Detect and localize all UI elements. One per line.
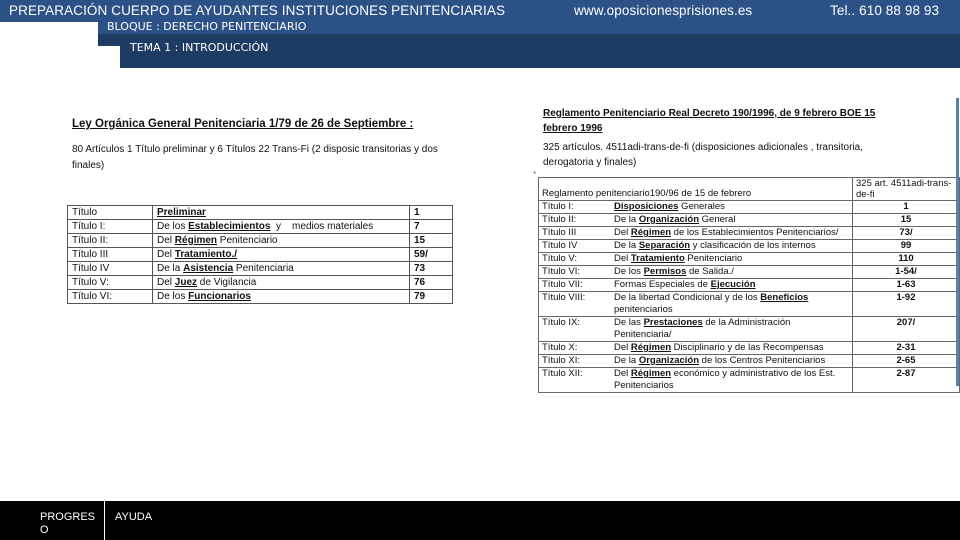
ayuda-button[interactable] bbox=[105, 501, 175, 540]
logp-title: Ley Orgánica General Penitenciaria 1/79 de 26 de Septiembre : bbox=[72, 118, 414, 130]
band-corner bbox=[98, 34, 120, 46]
subject-rest: y medios materiales bbox=[270, 221, 374, 232]
titulo-cell: Título VI: bbox=[68, 290, 153, 304]
article-cell: 79 bbox=[410, 290, 453, 304]
course-title: PREPARACIÓN CUERPO DE AYUDANTES INSTITUCIONES PENITENCIARIAS bbox=[9, 3, 506, 18]
article-cell: 59/ bbox=[410, 248, 453, 262]
table-row bbox=[68, 248, 453, 262]
titulo-cell: Título X: bbox=[542, 342, 578, 353]
progreso-button[interactable] bbox=[34, 501, 105, 540]
subject-keyword: Establecimientos bbox=[188, 221, 271, 232]
article-cell: 73/ bbox=[853, 227, 960, 240]
article-cell: 99 bbox=[853, 240, 960, 253]
titulo-cell: Título XII: bbox=[542, 368, 583, 379]
footer-bar bbox=[0, 501, 960, 540]
table-row bbox=[68, 262, 453, 276]
subject-keyword: Régimen bbox=[630, 368, 672, 379]
subject-cell bbox=[539, 368, 853, 393]
subject-line bbox=[542, 355, 849, 367]
subject-prefix: Del bbox=[157, 235, 175, 246]
header-notch bbox=[0, 22, 98, 68]
corner-mark: * bbox=[533, 170, 537, 179]
tema-label: TEMA 1 : INTRODUCCIÓN bbox=[130, 41, 269, 54]
subject-cell bbox=[539, 292, 853, 317]
subject-line bbox=[542, 292, 849, 316]
subject-keyword: Régimen bbox=[630, 342, 672, 353]
table-row bbox=[68, 290, 453, 304]
table-row bbox=[539, 214, 960, 227]
titulo-cell: Título III bbox=[542, 227, 577, 238]
subject-cell bbox=[539, 227, 853, 240]
article-cell: 2-31 bbox=[853, 342, 960, 355]
table-row bbox=[539, 240, 960, 253]
subject-cell bbox=[539, 240, 853, 253]
subject-line bbox=[542, 253, 849, 265]
subject-text bbox=[614, 342, 824, 354]
table-row bbox=[68, 234, 453, 248]
subject-rest: de los Establecimientos Penitenciarios/ bbox=[671, 227, 839, 238]
subject-prefix: De la bbox=[157, 263, 184, 274]
subject-prefix: De las bbox=[614, 317, 644, 328]
reglamento-description: 325 artículos. 4511adi-trans-de-fi (disposiciones adicionales , transitoria, derogatoria y finales) bbox=[543, 142, 863, 168]
ayuda-label: AYUDA bbox=[115, 511, 153, 523]
subject-rest: Generales bbox=[678, 201, 725, 212]
titulo-cell: Título I: bbox=[542, 201, 574, 212]
reglamento-document-image bbox=[530, 100, 960, 390]
subject-rest: de la Administración Penitenciaria/ bbox=[614, 317, 791, 340]
subject-keyword: Asistencia bbox=[183, 263, 234, 274]
subject-cell bbox=[153, 290, 410, 304]
subject-cell bbox=[153, 248, 410, 262]
logp-table bbox=[67, 205, 453, 304]
subject-prefix: Del bbox=[614, 253, 631, 264]
subject-prefix: De la bbox=[614, 214, 639, 225]
subject-text bbox=[614, 279, 756, 291]
article-cell: 15 bbox=[410, 234, 453, 248]
subject-line bbox=[542, 317, 849, 341]
subject-keyword: Tratamiento./ bbox=[174, 249, 238, 260]
progreso-label: PROGRESO bbox=[40, 511, 96, 536]
subject-cell bbox=[539, 214, 853, 227]
titulo-cell: Título VIII: bbox=[542, 292, 586, 303]
table-row bbox=[539, 342, 960, 355]
subject-text bbox=[614, 355, 825, 367]
reglamento-header-left: Reglamento penitenciario190/96 de 15 de febrero bbox=[539, 178, 853, 201]
subject-text bbox=[614, 292, 849, 316]
subject-rest: económico y administrativo de los Est. Penitenciarios bbox=[614, 368, 836, 391]
titulo-cell: Título V: bbox=[542, 253, 578, 264]
table-row bbox=[539, 355, 960, 368]
reglamento-table-header bbox=[539, 178, 960, 201]
subject-keyword: Disposiciones bbox=[614, 201, 679, 212]
subject-cell bbox=[539, 317, 853, 342]
subject-prefix: De los bbox=[614, 266, 644, 277]
bloque-label: BLOQUE : DERECHO PENITENCIARIO bbox=[107, 20, 307, 33]
article-cell: 15 bbox=[853, 214, 960, 227]
subject-prefix: De la bbox=[614, 240, 639, 251]
table-row bbox=[68, 220, 453, 234]
table-row bbox=[539, 266, 960, 279]
subject-prefix: Del bbox=[614, 227, 631, 238]
article-cell: 76 bbox=[410, 276, 453, 290]
titulo-cell: Título IV bbox=[68, 262, 153, 276]
titulo-cell: Título bbox=[68, 206, 153, 220]
titulo-cell: Título IX: bbox=[542, 317, 581, 328]
table-row bbox=[539, 253, 960, 266]
subject-prefix: Del bbox=[157, 277, 175, 288]
article-cell: 1-63 bbox=[853, 279, 960, 292]
logp-document-image bbox=[64, 112, 464, 312]
table-row bbox=[68, 206, 453, 220]
titulo-cell: Título I: bbox=[68, 220, 153, 234]
subject-cell bbox=[153, 206, 410, 220]
subject-prefix: De los bbox=[157, 221, 189, 232]
subject-prefix: Del bbox=[614, 368, 631, 379]
subject-line bbox=[542, 240, 849, 252]
subject-rest: penitenciarios bbox=[614, 304, 673, 315]
table-row bbox=[539, 368, 960, 393]
table-row bbox=[539, 279, 960, 292]
subject-keyword: Tratamiento bbox=[630, 253, 685, 264]
subject-keyword: Prestaciones bbox=[643, 317, 703, 328]
subject-rest: Penitenciaria bbox=[233, 263, 294, 274]
article-cell: 2-65 bbox=[853, 355, 960, 368]
subject-line bbox=[542, 266, 849, 278]
subject-text bbox=[614, 201, 725, 213]
article-cell: 2-87 bbox=[853, 368, 960, 393]
subject-line bbox=[542, 201, 849, 213]
reglamento-title: Reglamento Penitenciario Real Decreto 190/1996, de 9 febrero BOE 15 febrero 1996 bbox=[543, 108, 876, 134]
phone-number: Tel.. 610 88 98 93 bbox=[830, 3, 940, 18]
article-cell: 207/ bbox=[853, 317, 960, 342]
subject-prefix: Formas Especiales de bbox=[614, 279, 711, 290]
article-cell: 73 bbox=[410, 262, 453, 276]
subject-text bbox=[614, 368, 849, 392]
titulo-cell: Título XI: bbox=[542, 355, 581, 366]
subject-keyword: Régimen bbox=[630, 227, 672, 238]
subject-keyword: Organización bbox=[638, 214, 700, 225]
subject-text bbox=[614, 266, 734, 278]
subject-rest: General bbox=[699, 214, 736, 225]
subject-cell bbox=[539, 253, 853, 266]
titulo-cell: Título VII: bbox=[542, 279, 583, 290]
subject-cell bbox=[539, 279, 853, 292]
table-row bbox=[539, 317, 960, 342]
table-row bbox=[68, 276, 453, 290]
subject-line bbox=[542, 368, 849, 392]
subject-keyword: Juez bbox=[174, 277, 198, 288]
subject-prefix: Del bbox=[614, 342, 631, 353]
subject-keyword: Separación bbox=[638, 240, 691, 251]
subject-line bbox=[542, 227, 849, 239]
subject-line bbox=[542, 214, 849, 226]
subject-cell bbox=[539, 342, 853, 355]
subject-keyword: Preliminar bbox=[157, 207, 206, 218]
article-cell: 1-92 bbox=[853, 292, 960, 317]
subject-keyword: Organización bbox=[638, 355, 700, 366]
titulo-cell: Título III bbox=[68, 248, 153, 262]
subject-text bbox=[614, 214, 735, 226]
subject-cell bbox=[539, 355, 853, 368]
titulo-cell: Título II: bbox=[68, 234, 153, 248]
titulo-cell: Título IV bbox=[542, 240, 578, 251]
subject-text bbox=[614, 317, 849, 341]
subject-keyword: Beneficios bbox=[760, 292, 809, 303]
subject-keyword: Régimen bbox=[174, 235, 218, 246]
subject-cell bbox=[153, 262, 410, 276]
article-cell: 1 bbox=[853, 201, 960, 214]
subject-rest: de los Centros Penitenciarios bbox=[699, 355, 826, 366]
website-link[interactable]: www.oposicionesprisiones.es bbox=[574, 3, 753, 18]
subject-cell bbox=[539, 201, 853, 214]
logp-description: 80 Artículos 1 Título preliminar y 6 Títulos 22 Trans-Fi (2 disposic transitorias y dos finales) bbox=[72, 144, 438, 171]
subject-line bbox=[542, 279, 849, 291]
subject-rest: de Salida./ bbox=[686, 266, 734, 277]
subject-cell bbox=[153, 234, 410, 248]
subject-text bbox=[614, 253, 742, 265]
subject-cell bbox=[539, 266, 853, 279]
table-row bbox=[539, 292, 960, 317]
reglamento-header-right: 325 art. 4511adi-trans-de-fi bbox=[853, 178, 960, 201]
article-cell: 7 bbox=[410, 220, 453, 234]
header-bar bbox=[0, 0, 960, 22]
subject-cell bbox=[153, 276, 410, 290]
subject-line bbox=[542, 342, 849, 354]
subject-keyword: Ejecución bbox=[710, 279, 756, 290]
subject-rest: Penitenciario bbox=[217, 235, 278, 246]
article-cell: 1 bbox=[410, 206, 453, 220]
subject-rest: Penitenciario bbox=[684, 253, 743, 264]
reglamento-table bbox=[538, 177, 960, 393]
table-row bbox=[539, 201, 960, 214]
subject-rest: de Vigilancia bbox=[197, 277, 257, 288]
subject-rest: y clasificación de los internos bbox=[690, 240, 816, 251]
article-cell: 1-54/ bbox=[853, 266, 960, 279]
titulo-cell: Título II: bbox=[542, 214, 577, 225]
subject-rest: Disciplinario y de las Recompensas bbox=[671, 342, 824, 353]
right-edge-rule bbox=[956, 98, 959, 386]
article-cell: 110 bbox=[853, 253, 960, 266]
subject-prefix: De los bbox=[157, 291, 189, 302]
subject-prefix: Del bbox=[157, 249, 175, 260]
subject-text bbox=[614, 227, 838, 239]
subject-prefix: De la bbox=[614, 355, 639, 366]
subject-prefix: De la libertad Condicional y de los bbox=[614, 292, 761, 303]
titulo-cell: Título V: bbox=[68, 276, 153, 290]
subject-cell bbox=[153, 220, 410, 234]
subject-text bbox=[614, 240, 816, 252]
table-row bbox=[539, 227, 960, 240]
titulo-cell: Título VI: bbox=[542, 266, 581, 277]
subject-keyword: Permisos bbox=[643, 266, 687, 277]
subject-keyword: Funcionarios bbox=[188, 291, 251, 302]
